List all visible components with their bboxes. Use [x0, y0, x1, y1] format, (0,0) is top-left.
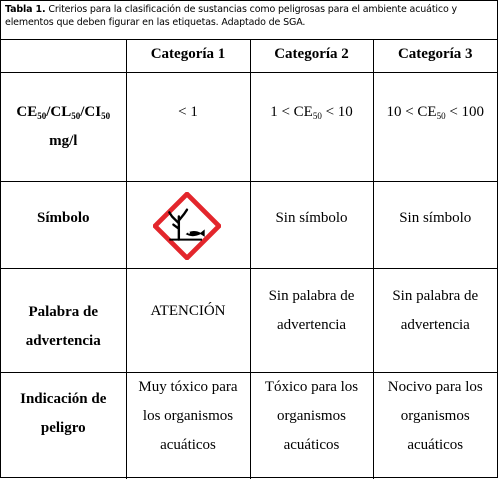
ce-label-line: $CE_{50}/CL_{50}/CI_{50}$ — [16, 104, 111, 121]
table-row-indicacion — [1, 373, 497, 479]
row-label-indicacion: Indicación de peligro — [1, 373, 126, 479]
ce-cat3-cell: $10 < CE_{50} < 100$ — [373, 73, 497, 182]
table-row-palabra — [1, 269, 497, 373]
simbolo-cat3-cell: Sin símbolo — [373, 182, 497, 269]
header-categoria-3: Categoría 3 — [373, 40, 497, 73]
table-row-simbolo — [1, 182, 497, 269]
row-label-palabra: Palabra de advertencia — [1, 269, 126, 373]
table-header-row — [1, 40, 497, 73]
simbolo-cat1-cell — [126, 182, 250, 269]
classification-table — [1, 39, 497, 479]
indicacion-cat1-cell: Muy tóxico para los organismos acuáticos — [126, 373, 250, 479]
palabra-cat1-cell: ATENCIÓN — [126, 269, 250, 373]
row-label-simbolo: Símbolo — [1, 182, 126, 269]
environment-hazard-icon — [153, 192, 221, 260]
header-categoria-1: Categoría 1 — [126, 40, 250, 73]
ce-unit-line: mg/l — [49, 133, 78, 149]
palabra-cat2-cell: Sin palabra de advertencia — [250, 269, 373, 373]
table-caption — [5, 4, 493, 29]
ce-cat2-cell: $1 < CE_{50} < 10$ — [250, 73, 373, 182]
ce-cat1-cell: < 1 — [126, 73, 250, 182]
header-categoria-2: Categoría 2 — [250, 40, 373, 73]
indicacion-cat3-cell: Nocivo para los organismos acuáticos — [373, 373, 497, 479]
palabra-cat3-cell: Sin palabra de advertencia — [373, 269, 497, 373]
table-row-ce — [1, 73, 497, 182]
row-label-ce — [1, 73, 126, 182]
simbolo-cat2-cell: Sin símbolo — [250, 182, 373, 269]
caption-label: Tabla 1. — [5, 4, 46, 15]
header-empty-cell — [1, 40, 126, 73]
caption-text: Criterios para la clasificación de sustancias como peligrosas para el ambiente acuático y elementos que deben figurar en las etiquetas. Adaptado de SGA. — [5, 4, 457, 28]
indicacion-cat2-cell: Tóxico para los organismos acuáticos — [250, 373, 373, 479]
